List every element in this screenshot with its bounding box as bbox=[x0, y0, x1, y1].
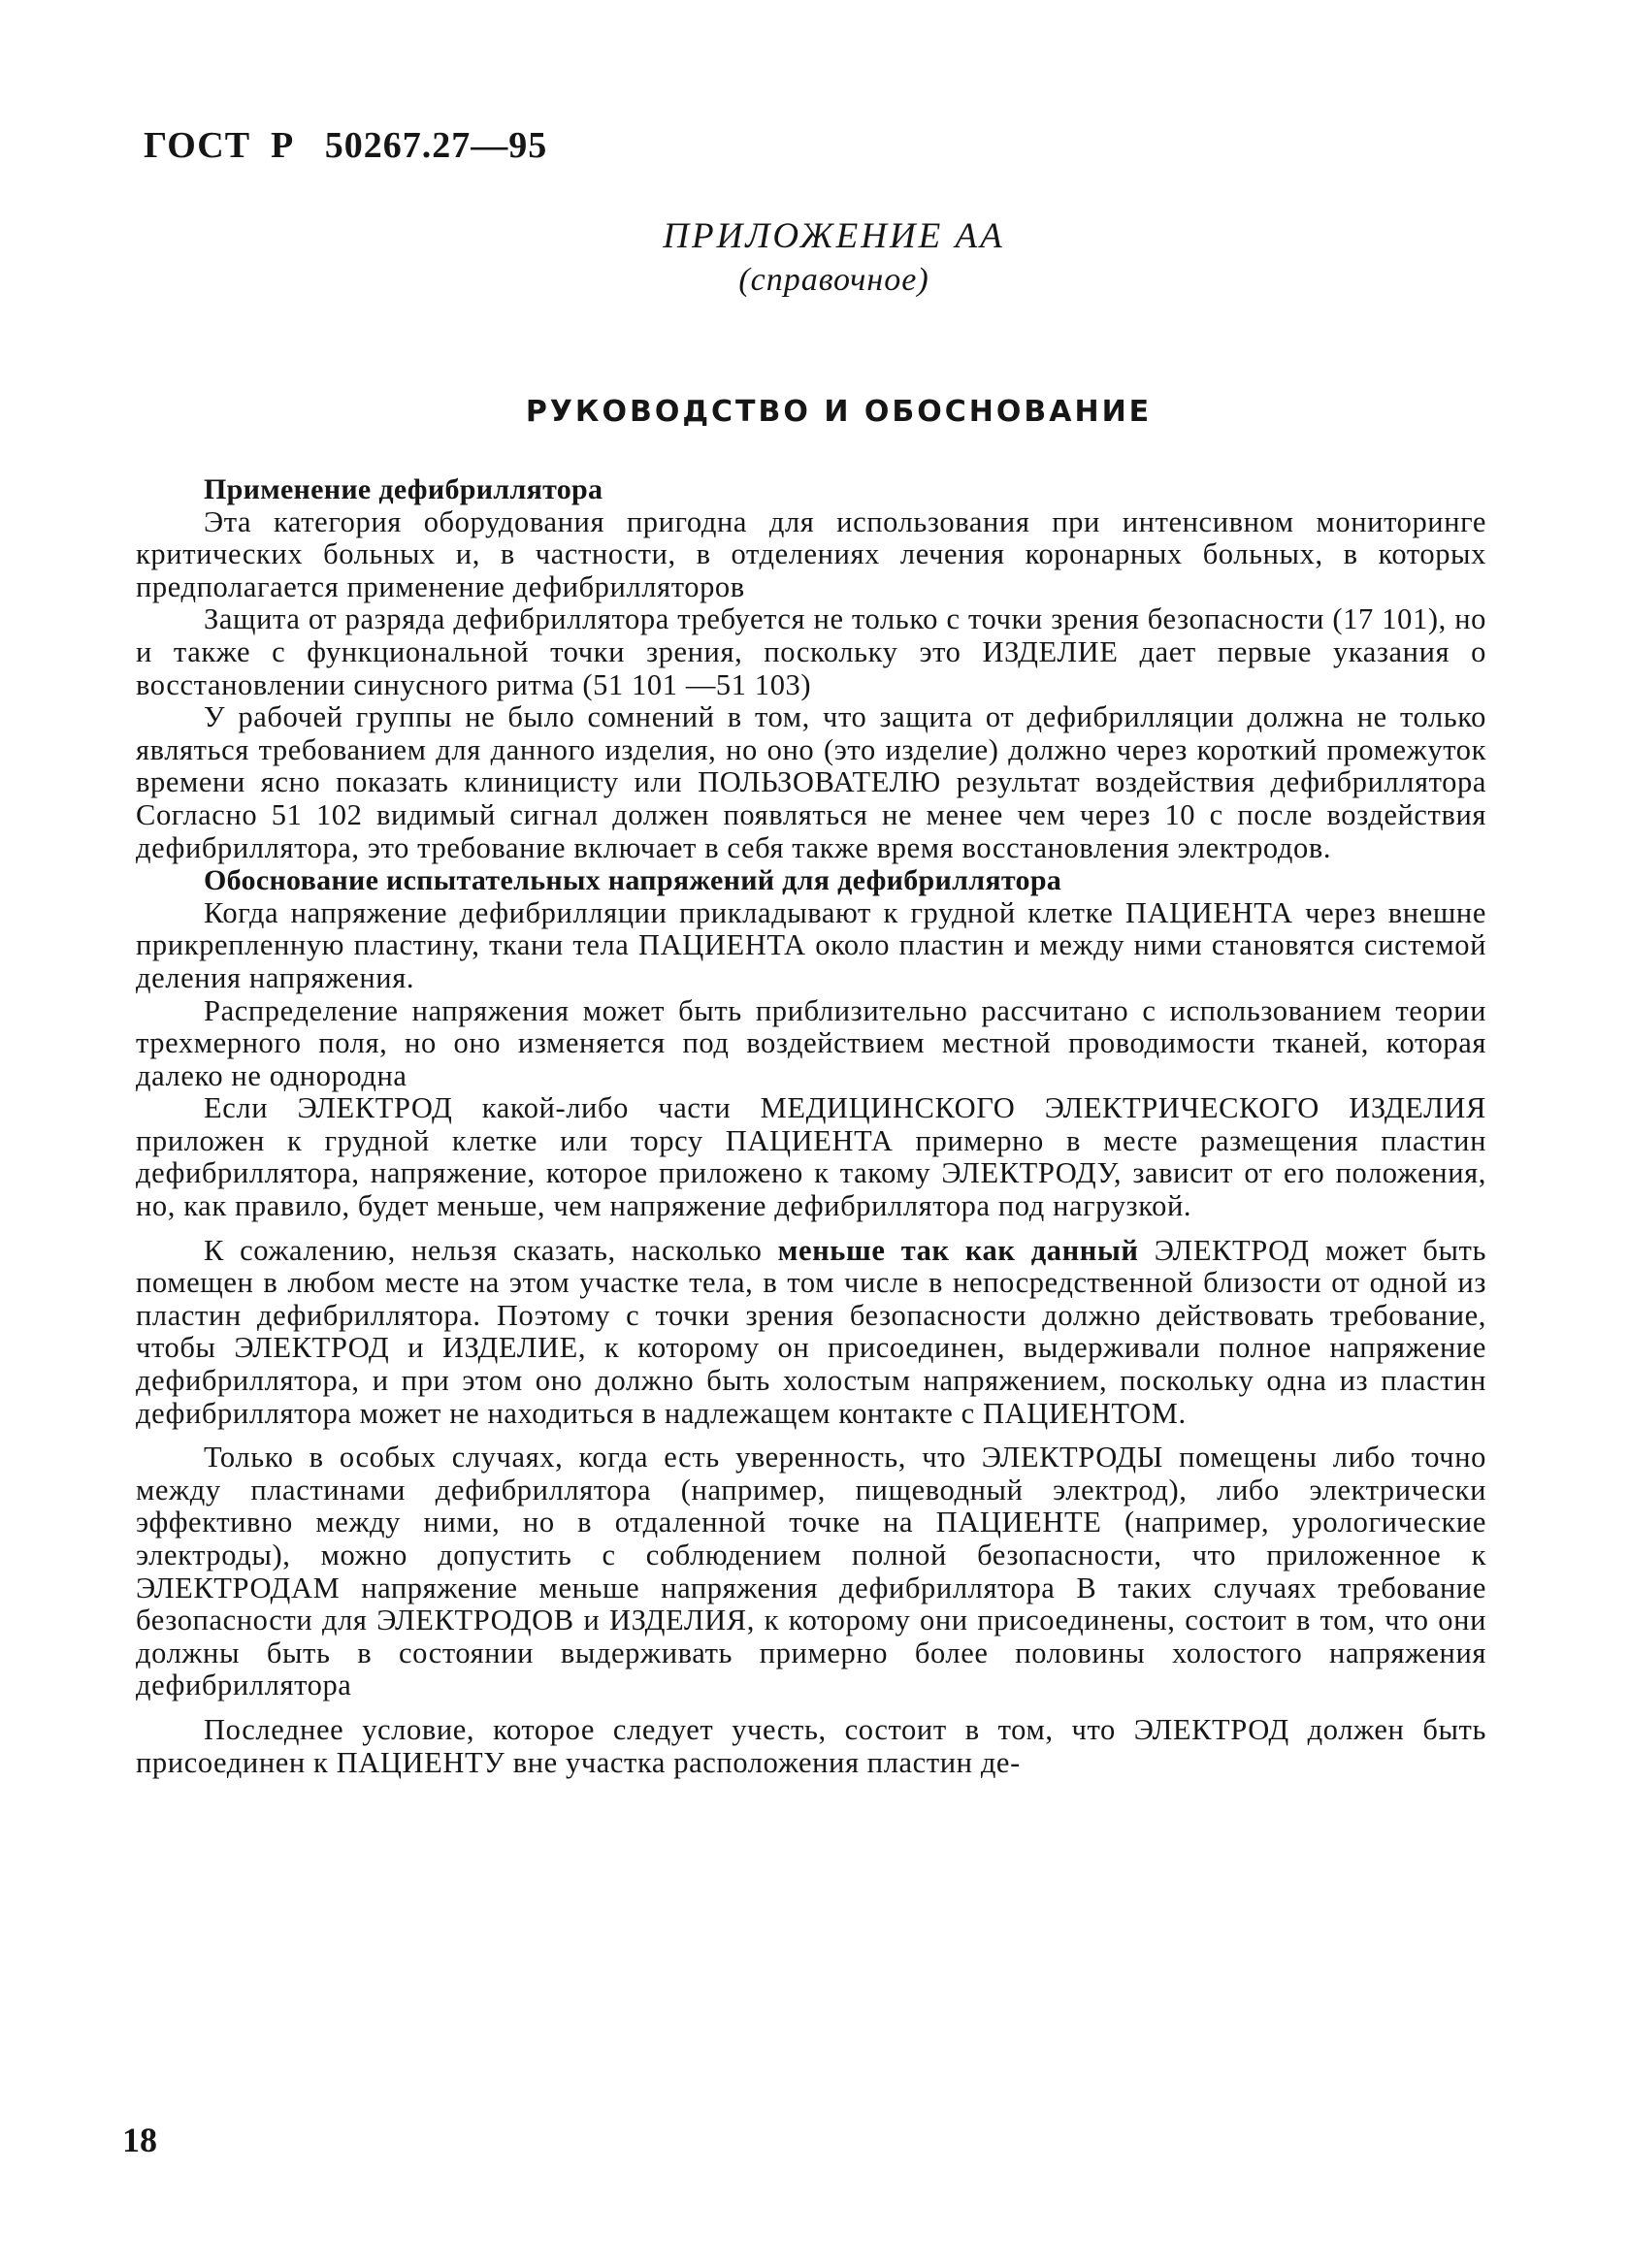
document-body bbox=[136, 473, 1486, 1779]
paragraph: Если ЭЛЕКТРОД какой-либо части МЕДИЦИНСКОГО ЭЛЕКТРИЧЕСКОГО ИЗДЕЛИЯ приложен к грудной клетке или торсу ПАЦИЕНТА примерно в месте размещения пластин дефибриллятора, напряжение, которое приложено к такому ЭЛЕКТРОДУ, зависит от его положения, но, как правило, будет меньше, чем напряжение дефибриллятора под нагрузкой. bbox=[136, 1091, 1486, 1223]
paragraph: У рабочей группы не было сомнений в том, что защита от дефибрилляции должна не только являться требованием для данного изделия, но оно (это изделие) должно через короткий промежуток времени ясно показать клиницисту или ПОЛЬЗОВАТЕЛЮ результат воздействия дефибриллятора Согласно 51 102 видимый сигнал должен появляться не менее чем через 10 с после воздействия дефибриллятора, это требование включает в себя также время восстановления электродов. bbox=[136, 700, 1486, 864]
standard-header: ГОСТ Р 50267.27—95 bbox=[144, 125, 548, 166]
section-heading-test-voltages: Обоснование испытательных напряжений для дефибриллятора bbox=[204, 864, 1062, 897]
paragraph: Только в особых случаях, когда есть уверенность, что ЭЛЕКТРОДЫ помещены либо точно между пластинами дефибриллятора (например, пищеводный электрод), либо электрически эффективно между ними, но в отдаленной точке на ПАЦИЕНТЕ (например, урологические электроды), можно допустить с соблюдением полной безопасности, что приложенное к ЭЛЕКТРОДАМ напряжение меньше напряжения дефибриллятора В таких случаях требование безопасности для ЭЛЕКТРОДОВ и ИЗДЕЛИЯ, к которому они присоединены, состоит в том, что они должны быть в состоянии выдерживать примерно более половины холостого напряжения дефибриллятора bbox=[136, 1441, 1486, 1702]
paragraph bbox=[136, 1235, 1486, 1431]
document-title: РУКОВОДСТВО И ОБОСНОВАНИЕ bbox=[525, 395, 1153, 429]
section-heading-defibrillator-use: Применение дефибриллятора bbox=[204, 473, 603, 505]
paragraph: Защита от разряда дефибриллятора требуется не только с точки зрения безопасности (17 101), но и также с функциональной точки зрения, поскольку это ИЗДЕЛИЕ дает первые указания о восстановлении синусного ритма (51 101 —51 103) bbox=[136, 602, 1486, 701]
appendix-subtitle: (справочное) bbox=[738, 262, 929, 298]
appendix-title: ПРИЛОЖЕНИЕ АА bbox=[663, 216, 1005, 256]
paragraph-bold-text: меньше так как данный bbox=[777, 1233, 1139, 1267]
paragraph-text: ЭЛЕКТРОД может быть помещен в любом месте на этом участке тела, в том числе в непосредственной близости от одной из пластин дефибриллятора. Поэтому с точки зрения безопасности должно действовать требование, чтобы ЭЛЕКТРОД и ИЗДЕЛИЕ, к которому он присоединен, выдерживали полное напряжение дефибриллятора, и при этом оно должно быть холостым напряжением, поскольку одна из пластин дефибриллятора может не находиться в надлежащем контакте с ПАЦИЕНТОМ. bbox=[136, 1233, 1486, 1430]
paragraph: Распределение напряжения может быть приблизительно рассчитано с использованием теории трехмерного поля, но оно изменяется под воздействием местной проводимости тканей, которая далеко не однородна bbox=[136, 993, 1486, 1092]
paragraph: Последнее условие, которое следует учесть, состоит в том, что ЭЛЕКТРОД должен быть присоединен к ПАЦИЕНТУ вне участка расположения пластин де- bbox=[136, 1712, 1486, 1779]
page-number: 18 bbox=[122, 2121, 157, 2159]
paragraph-text: К сожалению, нельзя сказать, насколько bbox=[204, 1233, 778, 1267]
paragraph: Эта категория оборудования пригодна для использования при интенсивном мониторинге критических больных и, в частности, в отделениях лечения коронарных больных, в которых предполагается применение дефибрилляторов bbox=[136, 504, 1486, 603]
paragraph: Когда напряжение дефибрилляции прикладывают к грудной клетке ПАЦИЕНТА через внешне прикрепленную пластину, ткани тела ПАЦИЕНТА около пластин и между ними становятся системой деления напряжения. bbox=[136, 895, 1486, 994]
